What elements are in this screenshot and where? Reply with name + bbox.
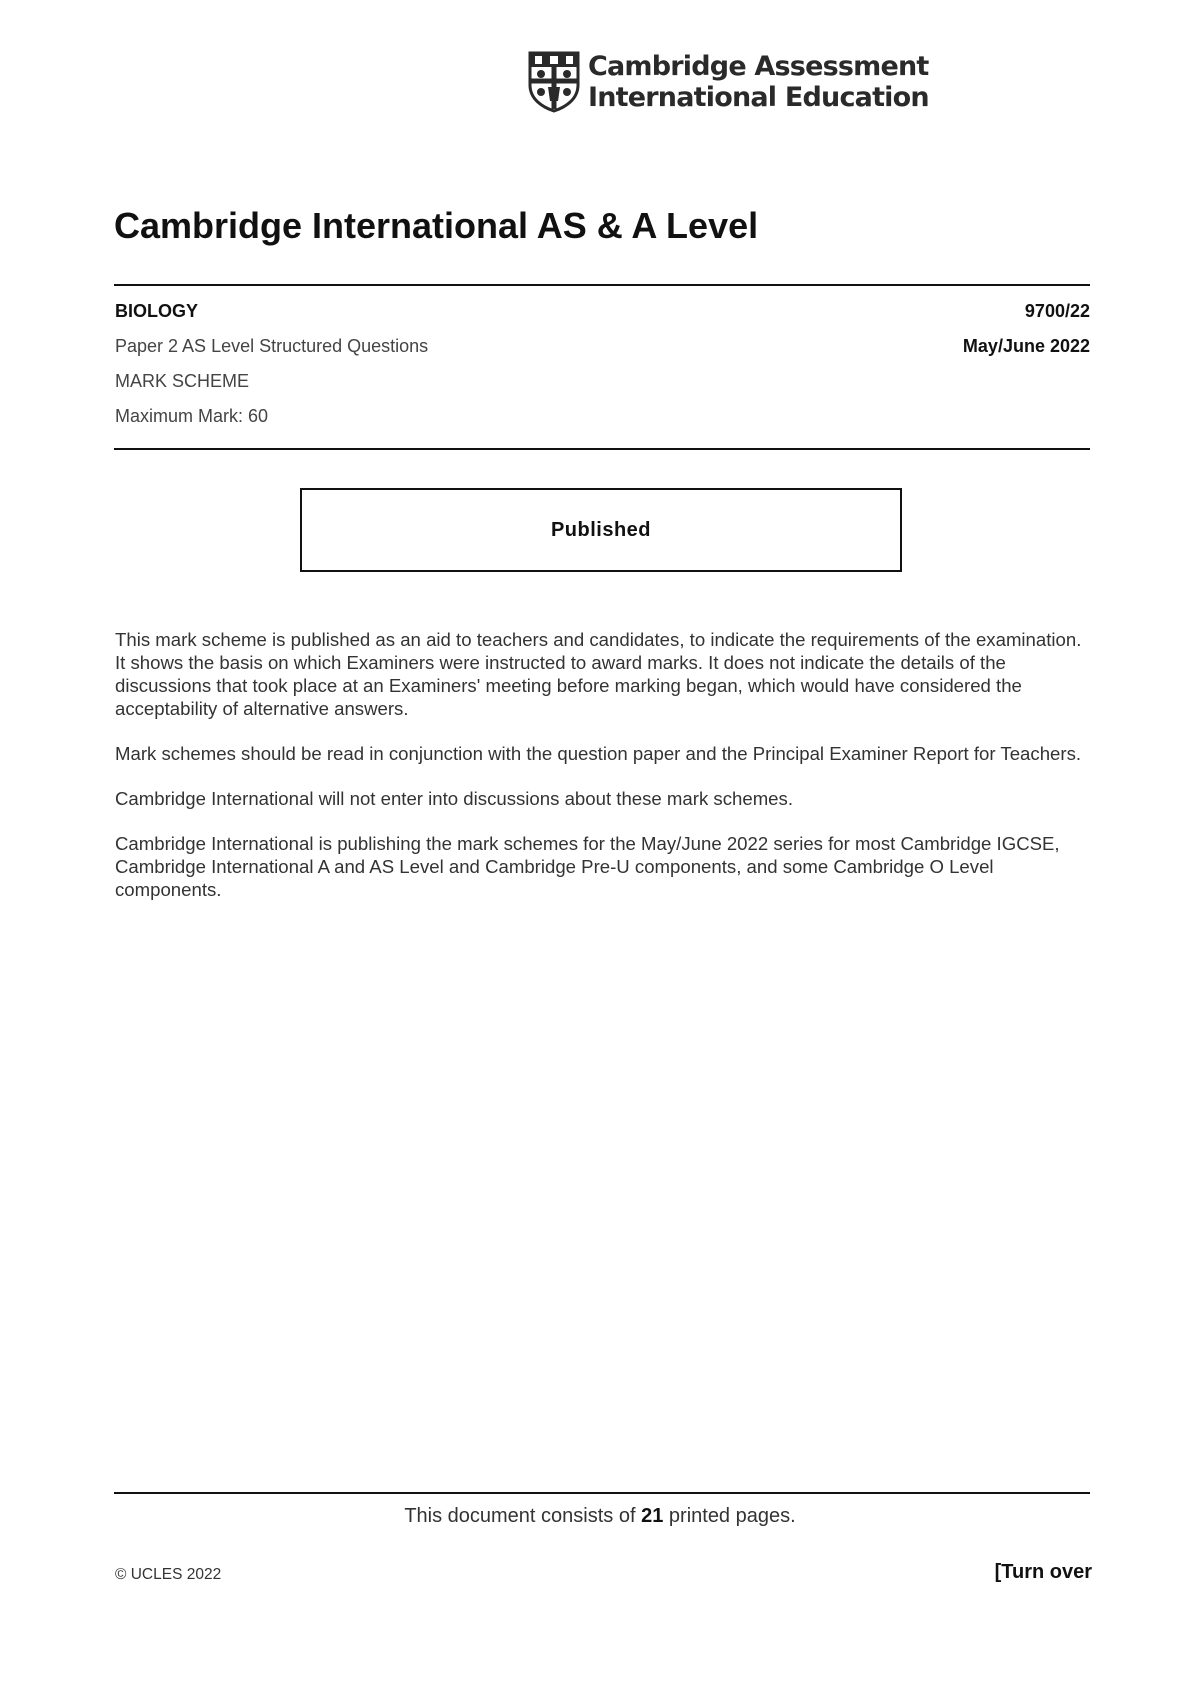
maximum-mark: Maximum Mark: 60 [115,406,269,426]
paragraph-publishing: Cambridge International is publishing the mark schemes for the May/June 2022 series for most Cambridge IGCSE, Cambridge International A and AS Level and Cambridge Pre-U components, and some Cambridge O Level components. [115,833,1060,900]
logo-line-2: International Education [588,82,929,113]
page-title: Cambridge International AS & A Level [114,205,759,246]
page-count-prefix: This document consists of [404,1505,636,1527]
paragraph-conjunction: Mark schemes should be read in conjunction with the question paper and the Principal Examiner Report for Teachers. [115,743,1082,764]
document-type: MARK SCHEME [115,371,250,391]
body-text [115,628,1095,923]
footer-divider [114,1492,1090,1494]
syllabus-code: 9700/22 [1024,301,1090,321]
paper-details [115,300,428,440]
page-count-number: 21 [641,1505,664,1527]
paper-codes [963,300,1090,370]
status-label: Published [550,518,652,541]
header-divider-bottom [114,448,1090,450]
page-count-suffix: printed pages. [668,1505,796,1527]
logo-line-1: Cambridge Assessment [588,51,929,82]
exam-series: May/June 2022 [962,336,1090,356]
subject-label: BIOLOGY [115,301,199,321]
copyright-notice: © UCLES 2022 [115,1566,222,1583]
paragraph-discussions: Cambridge International will not enter into discussions about these mark schemes. [115,788,793,809]
page-count-note [0,1505,1200,1528]
status-box [300,488,902,572]
header-divider-top [114,284,1090,286]
logo-wordmark [588,51,929,113]
cambridge-logo [528,50,929,114]
paper-title: Paper 2 AS Level Structured Questions [115,336,429,356]
paragraph-purpose: This mark scheme is published as an aid to teachers and candidates, to indicate the requirements of the examination. It shows the basis on which Examiners were instructed to award marks. It does not indicate the details of the discussions that took place at an Examiners' meeting before marking began, which would have considered the acceptability of alternative answers. [115,629,1082,719]
turn-over-label: [Turn over [994,1561,1092,1583]
cambridge-shield-icon [528,51,580,113]
